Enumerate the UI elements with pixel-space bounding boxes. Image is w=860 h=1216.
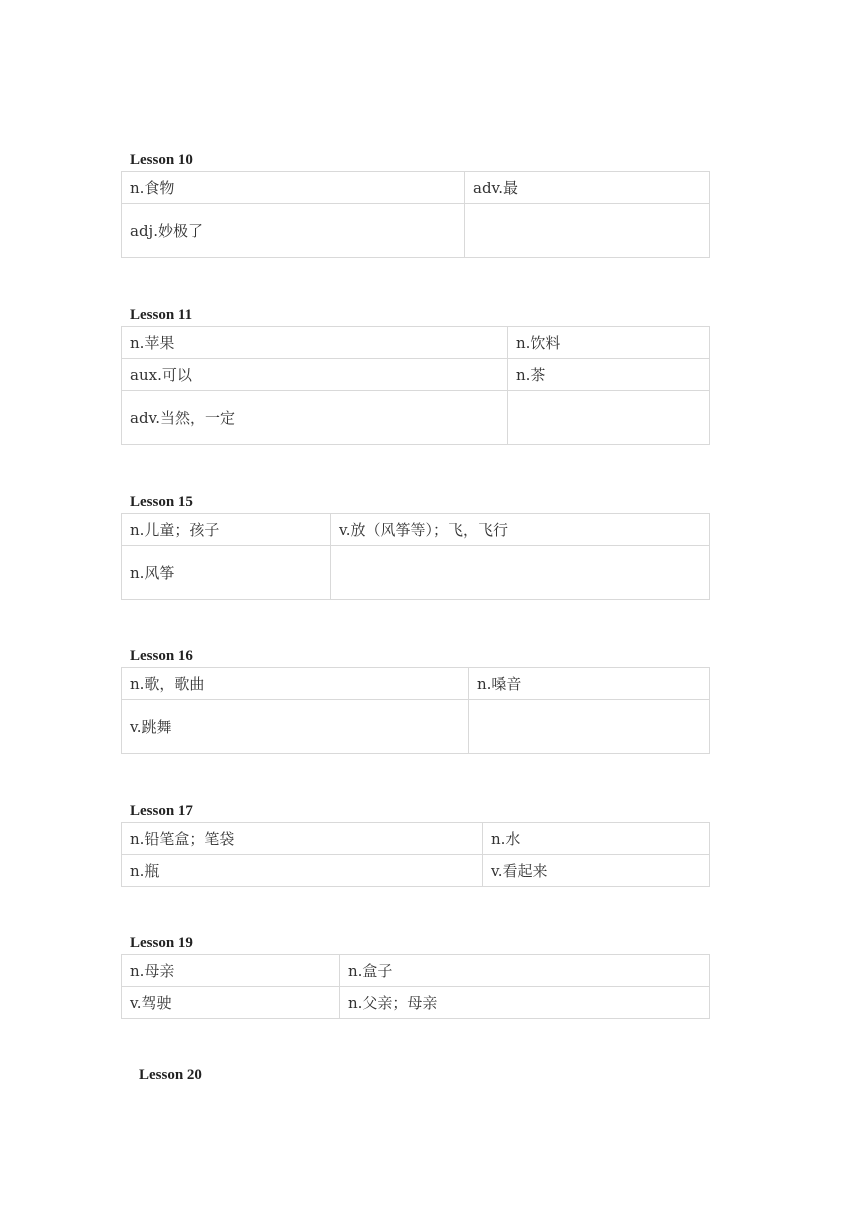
table-cell: n.嗓音	[469, 668, 710, 700]
table-cell: n.风筝	[122, 546, 331, 600]
table-cell: adv.当然，一定	[122, 391, 508, 445]
lesson-19-section	[121, 935, 709, 1019]
table-cell: n.苹果	[122, 327, 508, 359]
lesson-11-section	[121, 307, 709, 445]
table-cell: v.放（风筝等）；飞，飞行	[331, 514, 710, 546]
vocab-table	[121, 171, 710, 258]
table-cell	[331, 546, 710, 600]
table-row	[122, 955, 710, 987]
vocab-table	[121, 513, 710, 600]
vocab-table	[121, 822, 710, 887]
table-cell	[508, 391, 710, 445]
lesson-17-section	[121, 803, 709, 887]
table-row	[122, 204, 710, 258]
vocab-table	[121, 326, 710, 445]
table-cell	[465, 204, 710, 258]
table-cell	[469, 700, 710, 754]
table-cell: adv.最	[465, 172, 710, 204]
table-row	[122, 855, 710, 887]
table-row	[122, 987, 710, 1019]
table-row	[122, 546, 710, 600]
lesson-title: Lesson 11	[130, 307, 193, 323]
lesson-title: Lesson 20	[139, 1067, 202, 1083]
lesson-title: Lesson 10	[130, 152, 193, 168]
table-cell: n.食物	[122, 172, 465, 204]
table-cell: v.驾驶	[122, 987, 340, 1019]
table-row	[122, 823, 710, 855]
lesson-title: Lesson 19	[130, 935, 193, 951]
table-cell: n.母亲	[122, 955, 340, 987]
table-cell: adj.妙极了	[122, 204, 465, 258]
vocab-table	[121, 954, 710, 1019]
table-cell: aux.可以	[122, 359, 508, 391]
table-cell: n.盒子	[340, 955, 710, 987]
lesson-title: Lesson 16	[130, 648, 193, 664]
lesson-10-section	[121, 152, 709, 258]
vocab-table	[121, 667, 710, 754]
table-cell: n.铅笔盒；笔袋	[122, 823, 483, 855]
table-row	[122, 172, 710, 204]
lesson-15-section	[121, 494, 709, 600]
lesson-title: Lesson 17	[130, 803, 193, 819]
table-cell: n.饮料	[508, 327, 710, 359]
table-row	[122, 700, 710, 754]
table-row	[122, 391, 710, 445]
table-row	[122, 359, 710, 391]
table-cell: n.父亲；母亲	[340, 987, 710, 1019]
table-row	[122, 327, 710, 359]
table-cell: n.水	[483, 823, 710, 855]
table-cell: v.看起来	[483, 855, 710, 887]
table-cell: n.瓶	[122, 855, 483, 887]
table-cell: v.跳舞	[122, 700, 469, 754]
table-row	[122, 514, 710, 546]
lesson-16-section	[121, 648, 709, 754]
table-cell: n.歌，歌曲	[122, 668, 469, 700]
table-cell: n.儿童；孩子	[122, 514, 331, 546]
table-row	[122, 668, 710, 700]
table-cell: n.茶	[508, 359, 710, 391]
lesson-title: Lesson 15	[130, 494, 193, 510]
